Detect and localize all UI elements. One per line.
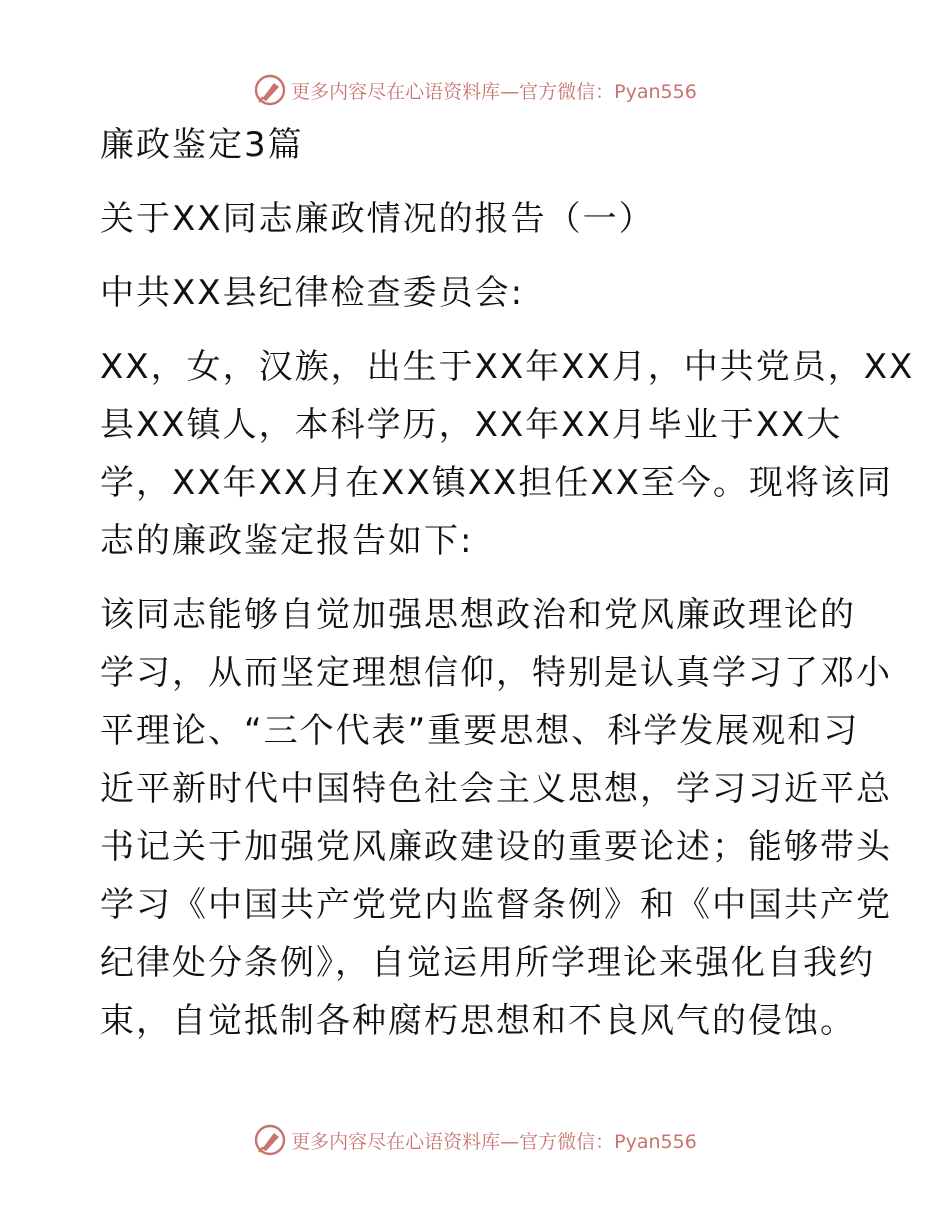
paragraph-line: 纪律处分条例》，自觉运用所学理论来强化自我约 (100, 943, 875, 983)
paragraph-line: 学习，从而坚定理想信仰，特别是认真学习了邓小 (100, 653, 892, 693)
paragraph-line: 束，自觉抵制各种腐朽思想和不良风气的侵蚀。 (100, 1001, 856, 1041)
paragraph-personal-info (100, 338, 915, 570)
paragraph-line: 近平新时代中国特色社会主义思想，学习习近平总 (100, 769, 892, 809)
header-contact-text: —官方微信：Pyan556 (500, 80, 697, 103)
document-title: 廉政鉴定3篇 (100, 125, 304, 165)
paragraph-line: 书记关于加强党风廉政建设的重要论述；能够带头 (100, 827, 892, 867)
paragraph-line: 学，XX年XX月在XX镇XX担任XX至今。现将该同 (100, 463, 893, 503)
footer-promo-text: 更多内容尽在心语资料库 (291, 1130, 501, 1153)
addressee: 中共XX县纪律检查委员会: (100, 273, 525, 313)
header-promo-text: 更多内容尽在心语资料库 (291, 80, 501, 103)
paragraph-line: 县XX镇人，本科学历，XX年XX月毕业于XX大 (100, 405, 843, 445)
footer-contact-text: —官方微信：Pyan556 (500, 1130, 697, 1153)
pen-nib-logo-icon (253, 73, 287, 107)
paragraph-line: 平理论、“三个代表”重要思想、科学发展观和习 (100, 711, 860, 751)
paragraph-study-record (100, 586, 892, 1050)
header-watermark (0, 70, 950, 110)
pen-nib-logo-icon (253, 1123, 287, 1157)
paragraph-line: 志的廉政鉴定报告如下: (100, 521, 474, 561)
footer-watermark (0, 1120, 950, 1160)
paragraph-line: 学习《中国共产党党内监督条例》和《中国共产党 (100, 885, 892, 925)
paragraph-line: XX，女，汉族，出生于XX年XX月，中共党员，XX (100, 347, 915, 387)
report-subtitle: 关于XX同志廉政情况的报告（一） (100, 199, 655, 239)
document-body (100, 116, 915, 1050)
paragraph-line: 该同志能够自觉加强思想政治和党风廉政理论的 (100, 595, 856, 635)
